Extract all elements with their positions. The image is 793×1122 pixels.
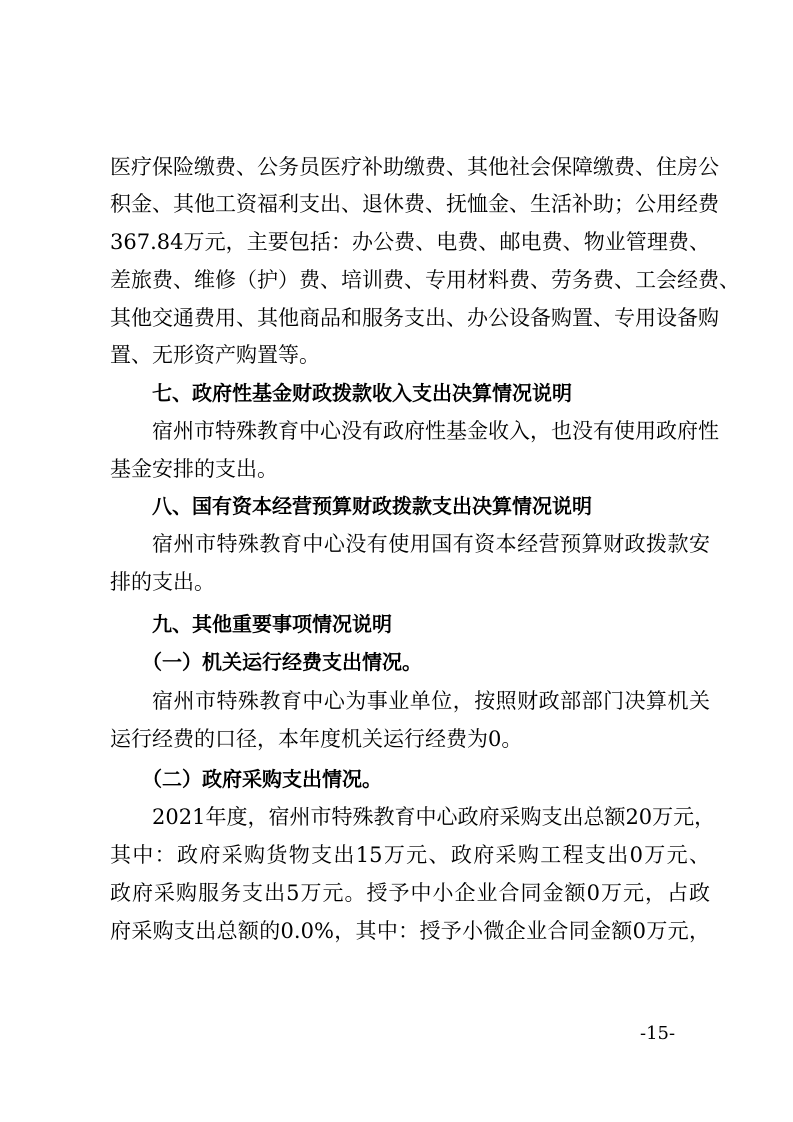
paragraph-line: 宿州市特殊教育中心没有使用国有资本经营预算财政拨款安 [152,532,710,556]
paragraph-line: 府采购支出总额的0.0%，其中：授予小微企业合同金额0万元， [110,919,710,943]
section-heading-7: 七、政府性基金财政拨款收入支出决算情况说明 [152,381,572,405]
paragraph-line: 积金、其他工资福利支出、退休费、抚恤金、生活补助；公用经费 [110,192,719,216]
subsection-heading-2: （二）政府采购支出情况。 [142,767,382,791]
paragraph-line: 排的支出。 [110,570,215,594]
paragraph-line: 差旅费、维修（护）费、培训费、专用材料费、劳务费、工会经费、 [110,268,740,292]
paragraph-line: 医疗保险缴费、公务员医疗补助缴费、其他社会保障缴费、住房公 [110,155,719,179]
section-heading-9: 九、其他重要事项情况说明 [152,612,392,636]
page-number: -15- [640,1023,676,1044]
paragraph-line: 其中：政府采购货物支出15万元、政府采购工程支出0万元、 [110,843,710,867]
section-heading-8: 八、国有资本经营预算财政拨款支出决算情况说明 [152,494,592,518]
paragraph-line: 其他交通费用、其他商品和服务支出、办公设备购置、专用设备购 [110,306,719,330]
paragraph-line: 基金安排的支出。 [110,457,278,481]
paragraph-line: 宿州市特殊教育中心为事业单位，按照财政部部门决算机关 [152,689,710,713]
paragraph-line: 2021年度，宿州市特殊教育中心政府采购支出总额20万元， [152,805,716,829]
paragraph-line: 置、无形资产购置等。 [110,343,320,367]
paragraph-line: 367.84万元，主要包括：办公费、电费、邮电费、物业管理费、 [110,230,710,254]
paragraph-line: 运行经费的口径，本年度机关运行经费为0。 [110,727,523,751]
subsection-heading-1: （一）机关运行经费支出情况。 [142,650,422,674]
paragraph-line: 政府采购服务支出5万元。授予中小企业合同金额0万元，占政 [110,881,710,905]
paragraph-line: 宿州市特殊教育中心没有政府性基金收入，也没有使用政府性 [152,419,719,443]
